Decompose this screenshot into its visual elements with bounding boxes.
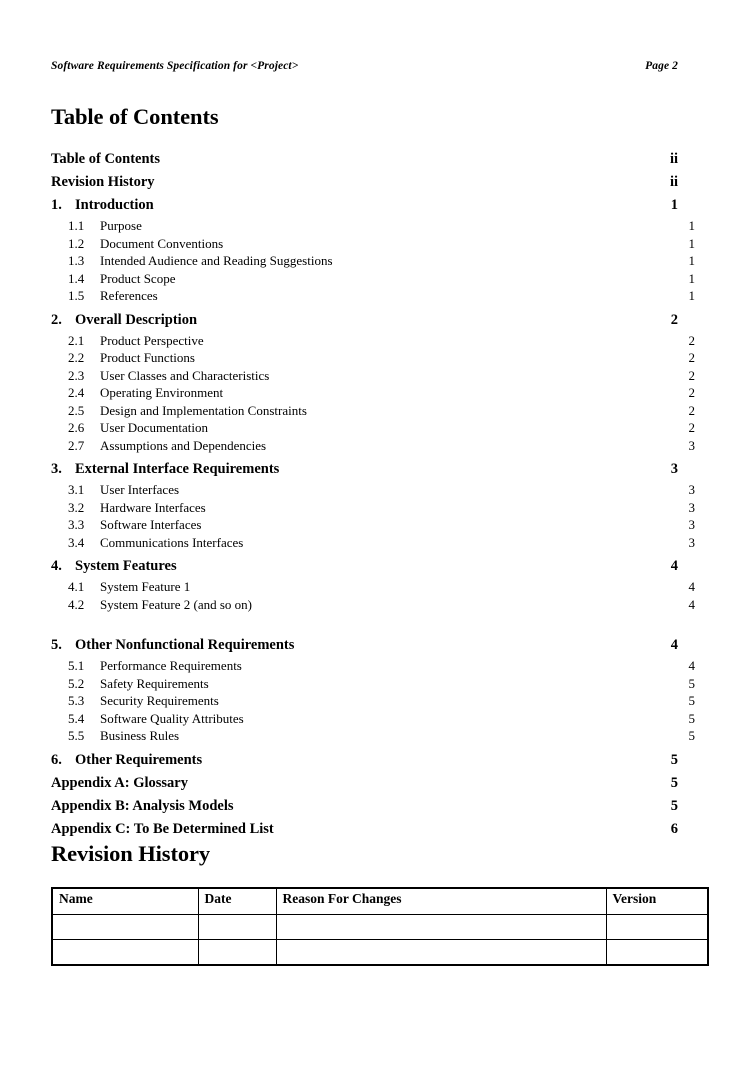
toc-entry[interactable]	[51, 194, 678, 217]
toc-entry-page-number: 5	[688, 693, 695, 709]
toc-entry-label: Intended Audience and Reading Suggestions	[100, 253, 333, 269]
toc-entry-label: Product Functions	[100, 350, 195, 366]
toc-entry[interactable]	[51, 795, 678, 818]
toc-entry-number: 4.2	[68, 596, 85, 612]
toc-entry[interactable]	[51, 534, 695, 552]
table-column-header: Name	[52, 888, 198, 915]
toc-entry-page-number: 4	[688, 579, 695, 595]
toc-entry-page-number: 5	[670, 797, 678, 814]
toc-entry[interactable]	[51, 437, 695, 455]
running-header	[51, 60, 678, 72]
toc-entry-label: User Classes and Characteristics	[100, 367, 270, 383]
toc-entry[interactable]	[51, 235, 695, 253]
toc-entry-number: 2.3	[68, 367, 85, 383]
toc-entry-label: System Feature 1	[100, 579, 191, 595]
toc-entry-number: 2.	[51, 311, 62, 328]
toc-entry-label: Other Requirements	[75, 751, 203, 768]
toc-entry-page-number: 1	[670, 197, 678, 214]
running-header-page-number: Page 2	[645, 60, 678, 72]
table-column-header: Version	[606, 888, 708, 915]
toc-entry-label: Business Rules	[100, 728, 180, 744]
toc-entry-number: 3.	[51, 461, 62, 478]
toc-entry-page-number: 3	[688, 482, 695, 498]
toc-entry[interactable]	[51, 772, 678, 795]
toc-entry-number: 4.1	[68, 579, 85, 595]
toc-entry-page-number: 2	[688, 385, 695, 401]
toc-entry-number: 3.2	[68, 499, 85, 515]
toc-entry-label: Safety Requirements	[100, 675, 209, 691]
toc-entry[interactable]	[51, 516, 695, 534]
toc-entry-number: 1.1	[68, 218, 85, 234]
toc-entry[interactable]	[51, 367, 695, 385]
toc-entry-number: 1.2	[68, 235, 85, 251]
toc-entry-label: Introduction	[75, 197, 154, 214]
toc-entry-label: Performance Requirements	[100, 658, 242, 674]
toc-entry[interactable]	[51, 171, 678, 194]
table-of-contents-list	[51, 148, 695, 841]
toc-entry-page-number: 3	[670, 461, 678, 478]
toc-entry-number: 2.5	[68, 402, 85, 418]
toc-entry-page-number: 5	[670, 774, 678, 791]
toc-entry[interactable]	[51, 692, 695, 710]
toc-entry[interactable]	[51, 481, 695, 499]
toc-entry-label: Security Requirements	[100, 693, 219, 709]
toc-entry-page-number: 4	[688, 596, 695, 612]
revision-history-table-body	[52, 914, 708, 965]
toc-entry-number: 6.	[51, 751, 62, 768]
table-cell[interactable]	[276, 939, 606, 965]
toc-entry[interactable]	[51, 596, 695, 614]
toc-entry-number: 3.4	[68, 534, 85, 550]
toc-entry-label: Appendix A: Glossary	[51, 774, 188, 791]
toc-entry-page-number: 2	[688, 367, 695, 383]
toc-entry-page-number: 1	[688, 288, 695, 304]
toc-entry-number: 4.	[51, 558, 62, 575]
toc-entry-label: Communications Interfaces	[100, 534, 244, 550]
toc-entry-label: Operating Environment	[100, 385, 224, 401]
toc-entry-page-number: 4	[670, 637, 678, 654]
table-header-row	[52, 888, 708, 915]
running-header-title: Software Requirements Specification for <Project>	[51, 60, 299, 72]
toc-entry-page-number: ii	[669, 174, 678, 191]
toc-entry-page-number: 2	[688, 350, 695, 366]
toc-entry-number: 5.4	[68, 710, 85, 726]
toc-entry-label: Design and Implementation Constraints	[100, 402, 307, 418]
toc-entry[interactable]	[51, 270, 695, 288]
toc-entry-page-number: 5	[688, 675, 695, 691]
toc-entry[interactable]	[51, 384, 695, 402]
table-cell[interactable]	[52, 914, 198, 939]
toc-entry-label: External Interface Requirements	[75, 461, 280, 478]
toc-entry[interactable]	[51, 309, 678, 332]
table-cell[interactable]	[198, 914, 276, 939]
toc-entry-label: Document Conventions	[100, 235, 224, 251]
toc-entry-label: Product Perspective	[100, 332, 204, 348]
toc-entry-number: 1.3	[68, 253, 85, 269]
table-cell[interactable]	[52, 939, 198, 965]
toc-entry-label: Product Scope	[100, 270, 176, 286]
toc-entry-page-number: 5	[670, 751, 678, 768]
toc-entry[interactable]	[51, 499, 695, 517]
toc-entry-page-number: 3	[688, 517, 695, 533]
toc-entry-label: Software Quality Attributes	[100, 710, 244, 726]
toc-entry-page-number: 1	[688, 270, 695, 286]
toc-entry-page-number: 5	[688, 710, 695, 726]
toc-entry[interactable]	[51, 287, 695, 305]
toc-entry[interactable]	[51, 818, 678, 841]
toc-entry-label: Other Nonfunctional Requirements	[75, 637, 295, 654]
toc-entry-number: 2.2	[68, 350, 85, 366]
toc-entry-page-number: 3	[688, 437, 695, 453]
revision-history-table-head	[52, 888, 708, 915]
toc-entry[interactable]	[51, 332, 695, 350]
toc-entry-label: System Features	[75, 558, 177, 575]
toc-entry-page-number: 6	[670, 820, 678, 837]
toc-entry-label: Software Interfaces	[100, 517, 202, 533]
toc-entry-page-number: 2	[688, 402, 695, 418]
toc-entry-number: 3.3	[68, 517, 85, 533]
toc-entry-number: 1.4	[68, 270, 85, 286]
toc-entry[interactable]	[51, 419, 695, 437]
toc-entry-label: Appendix C: To Be Determined List	[51, 820, 274, 837]
toc-entry[interactable]	[51, 458, 678, 481]
table-cell[interactable]	[198, 939, 276, 965]
toc-entry-number: 1.5	[68, 288, 85, 304]
toc-entry-page-number: 3	[688, 534, 695, 550]
toc-entry[interactable]	[51, 710, 695, 728]
toc-entry[interactable]	[51, 555, 678, 578]
table-column-header: Reason For Changes	[276, 888, 606, 915]
toc-entry-label: Table of Contents	[51, 151, 161, 168]
table-of-contents-heading: Table of Contents	[51, 104, 219, 129]
toc-entry-label: Purpose	[100, 218, 142, 234]
toc-entry-number: 5.	[51, 637, 62, 654]
toc-entry-label: Appendix B: Analysis Models	[51, 797, 234, 814]
toc-entry-number: 5.1	[68, 658, 85, 674]
toc-entry-page-number: 1	[688, 253, 695, 269]
toc-entry-number: 1.	[51, 197, 62, 214]
toc-entry[interactable]	[51, 402, 695, 420]
toc-entry[interactable]	[51, 749, 678, 772]
toc-entry-number: 3.1	[68, 482, 85, 498]
toc-entry-label: System Feature 2 (and so on)	[100, 596, 253, 612]
toc-entry-label: Hardware Interfaces	[100, 499, 206, 515]
revision-history-heading: Revision History	[51, 840, 211, 866]
toc-entry[interactable]	[51, 578, 695, 596]
toc-entry-number: 5.2	[68, 675, 85, 691]
toc-entry-page-number: 5	[688, 728, 695, 744]
toc-entry[interactable]	[51, 252, 695, 270]
toc-entry-page-number: 3	[688, 499, 695, 515]
toc-entry-label: Overall Description	[75, 311, 198, 328]
toc-entry-page-number: 4	[670, 558, 678, 575]
toc-entry-label: Revision History	[51, 174, 155, 191]
toc-entry-page-number: 2	[688, 420, 695, 436]
toc-entry-number: 2.6	[68, 420, 85, 436]
toc-entry[interactable]	[51, 148, 678, 171]
toc-entry-page-number: ii	[669, 151, 678, 168]
toc-entry[interactable]	[51, 675, 695, 693]
toc-entry-label: References	[100, 288, 158, 304]
toc-entry[interactable]	[51, 634, 678, 657]
toc-entry[interactable]	[51, 349, 695, 367]
toc-entry-page-number: 2	[670, 311, 678, 328]
toc-entry-page-number: 1	[688, 218, 695, 234]
table-row	[52, 939, 708, 965]
revision-history-table	[51, 887, 709, 966]
toc-entry-number: 2.7	[68, 437, 85, 453]
toc-entry[interactable]	[51, 657, 695, 675]
table-cell[interactable]	[606, 939, 708, 965]
toc-entry-number: 2.4	[68, 385, 85, 401]
toc-entry[interactable]	[51, 727, 695, 745]
toc-entry-page-number: 1	[688, 235, 695, 251]
toc-entry-number: 2.1	[68, 332, 85, 348]
toc-entry[interactable]	[51, 217, 695, 235]
page-content	[51, 104, 695, 966]
toc-entry-number: 5.5	[68, 728, 85, 744]
table-cell[interactable]	[276, 914, 606, 939]
table-cell[interactable]	[606, 914, 708, 939]
toc-entry-page-number: 2	[688, 332, 695, 348]
toc-entry-label: Assumptions and Dependencies	[100, 437, 267, 453]
toc-entry-page-number: 4	[688, 658, 695, 674]
table-row	[52, 914, 708, 939]
toc-entry-label: User Documentation	[100, 420, 208, 436]
toc-entry-label: User Interfaces	[100, 482, 180, 498]
toc-entry-number: 5.3	[68, 693, 85, 709]
table-column-header: Date	[198, 888, 276, 915]
